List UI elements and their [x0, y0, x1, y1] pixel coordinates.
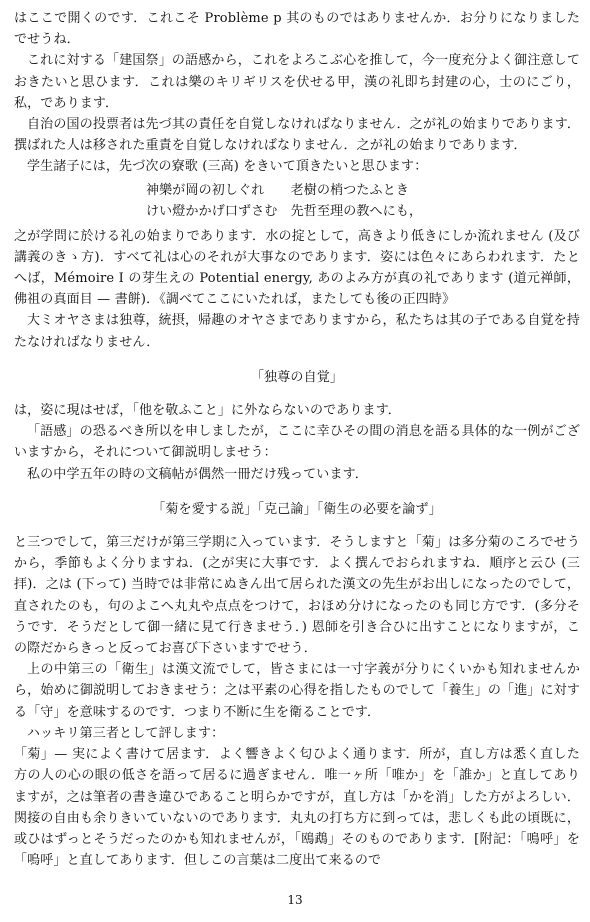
paragraph-2: これに対する「建国祭」の語感から，これをよろこぶ心を推して，今一度充分よく御注意しておきたいと思ひます．これは樂のキリギリスを伏せる甲，漢の礼即ち封建の心，士のにごり，私，であります． [14, 53, 580, 111]
paragraph-12: ハッキリ第三者として評します： [27, 725, 225, 741]
dormitory-song-verse [14, 180, 580, 222]
paragraph-3: 自治の国の投票者は先づ其の責任を自覚しなければなりません．之が礼の始まりであります．撰ばれた人は移された重責を自覚しなければなりません．之が礼の始まりであります． [14, 117, 580, 154]
paragraph-11: 上の中第三の「衛生」は漢文流でして，皆さまには一寸字義が分りにくいかも知れませんから，始めに御説明しておきませう：之は平素の心得を指したものでして「養生」の「進」に対する「守」を意味するのです．つまり不断に生を衛ることです． [14, 662, 580, 720]
paragraph-8: 「語感」の恐るべき所以を申しましたが，ここに幸ひその間の消息を語る具体的な一例がございますから，それについて御説明しませう： [14, 424, 580, 461]
paragraph-9: 私の中学五年の時の文稿帖が偶然一冊だけ残っています． [27, 466, 368, 482]
paragraph-5: 之が学問に於ける礼の始まりであります．水の掟として，高きより低きにしか流れません (及び講義のきゝ方)．すべて礼は心のそれが大事なのであります．姿には色々にあらわれます．たとへば，Mémoire I の芽生えの Potential energy, あのよみ方が真の礼であります (道元禅師，佛祖の真面目 — 書餅)．《調べてここにいたれば，またしても後の正四時》 [14, 228, 580, 308]
paragraph-1: はここで開くのです．これこそ Problème p 其のものではありませんか．お分りになりましたでせうね． [14, 11, 580, 48]
page-number: 13 [287, 893, 303, 907]
paragraph-4: 学生諸子には，先づ次の寮歌 (三高) をきいて頂きたいと思ひます： [27, 159, 428, 175]
verse-line: けい燈かかげ口ずさむ 先哲至理の教へにも， [146, 203, 423, 219]
paragraph-7: は，姿に現はせば，「他を敬ふこと」に外ならないのであります． [14, 403, 401, 419]
section-heading-jison: 「独尊の自覚」 [250, 369, 344, 385]
document-page [14, 8, 580, 871]
paragraph-6: 大ミオヤさまは独尊，統摂，帰趣のオヤさまでありますから，私たちは其の子である自覚を持たなければなりません． [14, 313, 580, 350]
verse-line: 神樂が岡の初しぐれ 老樹の梢つたふとき [146, 182, 410, 198]
essay-titles-heading: 「菊を愛する説」「克己論」「衛生の必要を論ず」 [152, 501, 442, 517]
paragraph-10: と三つでして，第三だけが第三学期に入っています．そうしますと「菊」は多分菊のころでせうから，季節もよく分りますね．(之が実に大事です．よく撰んでおられますね．順序と云ひ (三拝)．之は (下って) 当時では非常にぬきん出て居られた漢文の先生がお出しになったのでして，直されたのも，句のよこへ丸丸や点点をつけて，おほめ分けになったのも同じ方です．(多分そうです．そうだとして御一緒に見て行きませう．) 恩師を引き合ひに出すことになりますが，この際だからきっと反ってお喜び下さいますでせう． [14, 535, 580, 657]
paragraph-13: 「菊」— 実によく書けて居ます．よく響きよく匂ひよく通ります．所が，直し方は悉く直した方の人の心の眼の低さを語って居るに過ぎません．唯一ヶ所「唯か」を「誰か」と直してありますが，之は筆者の書き違ひであること明らかですが，直し方は「かを消」した方がよろしい．関接の自由も余りきいていないのであります．丸丸の打ち方に到っては，悲しくも此の頃既に，或ひはずっとそうだったのかも知れませんが，「鴎鵡」そのものであります．[附記：「鳴呼」を「嗚呼」と直してあります．但しこの言葉は二度出て来るので [14, 747, 580, 869]
